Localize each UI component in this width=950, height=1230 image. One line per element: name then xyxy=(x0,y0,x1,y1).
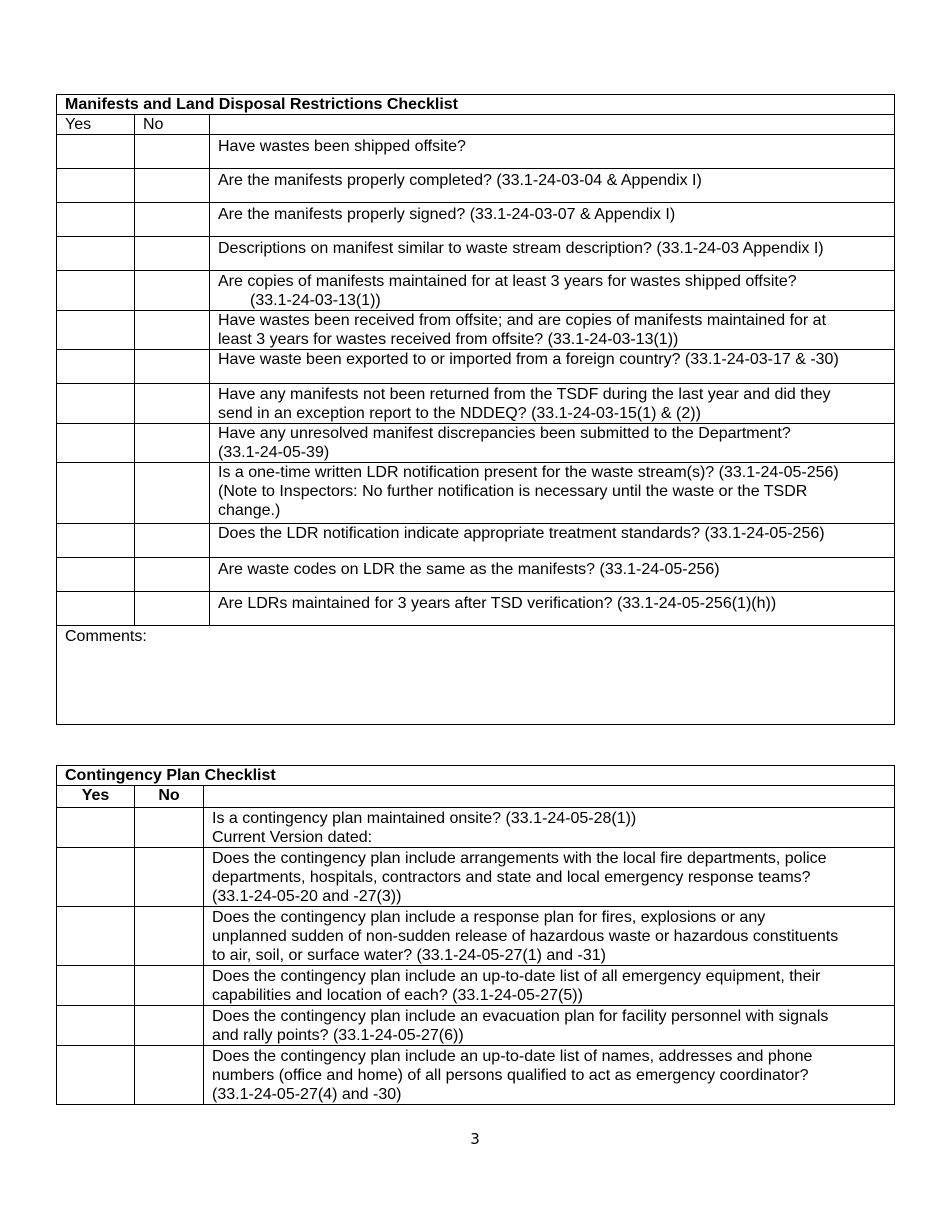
no-checkbox-cell[interactable] xyxy=(135,135,210,169)
question-text: Have wastes been shipped offsite? xyxy=(210,135,895,169)
manifests-checklist-table xyxy=(56,94,895,725)
question-text: Is a contingency plan maintained onsite? (33.1-24-05-28(1)) Current Version dated: xyxy=(204,808,895,848)
table-row xyxy=(57,1006,895,1046)
table-header-row xyxy=(57,786,895,808)
table-row xyxy=(57,907,895,966)
question-text: Have any unresolved manifest discrepancies been submitted to the Department? (33.1-24-05-39) xyxy=(210,424,895,463)
no-checkbox-cell[interactable] xyxy=(135,311,210,350)
no-checkbox-cell[interactable] xyxy=(135,463,210,524)
no-checkbox-cell[interactable] xyxy=(135,1046,204,1105)
yes-checkbox-cell[interactable] xyxy=(57,966,135,1006)
yes-checkbox-cell[interactable] xyxy=(57,808,135,848)
question-text: Does the LDR notification indicate appropriate treatment standards? (33.1-24-05-256) xyxy=(210,524,895,558)
yes-checkbox-cell[interactable] xyxy=(57,524,135,558)
yes-checkbox-cell[interactable] xyxy=(57,135,135,169)
question-text: Are LDRs maintained for 3 years after TSD verification? (33.1-24-05-256(1)(h)) xyxy=(210,592,895,626)
no-checkbox-cell[interactable] xyxy=(135,424,210,463)
comments-label: Comments: xyxy=(65,628,147,645)
question-text: Does the contingency plan include an up-to-date list of all emergency equipment, their capabilities and location of each? (33.1-24-05-27(5)) xyxy=(204,966,895,1006)
no-checkbox-cell[interactable] xyxy=(135,1006,204,1046)
table-header-row xyxy=(57,115,895,135)
yes-checkbox-cell[interactable] xyxy=(57,592,135,626)
no-checkbox-cell[interactable] xyxy=(135,203,210,237)
table-row xyxy=(57,1046,895,1105)
table-row xyxy=(57,558,895,592)
table-row xyxy=(57,169,895,203)
no-checkbox-cell[interactable] xyxy=(135,350,210,384)
question-text: Are copies of manifests maintained for at least 3 years for wastes shipped offsite? (33.1-24-03-13(1)) xyxy=(210,271,895,311)
question-text: Does the contingency plan include an up-to-date list of names, addresses and phone numbers (office and home) of all persons qualified to act as emergency coordinator? (33.1-24-05-27(4) and -30) xyxy=(204,1046,895,1105)
yes-checkbox-cell[interactable] xyxy=(57,848,135,907)
question-text: Does the contingency plan include arrangements with the local fire departments, police departments, hospitals, contractors and state and local emergency response teams? (33.1-24-05-20 and -27(3)) xyxy=(204,848,895,907)
no-checkbox-cell[interactable] xyxy=(135,808,204,848)
manifests-checklist-title: Manifests and Land Disposal Restrictions Checklist xyxy=(57,95,895,115)
table-title-row xyxy=(57,766,895,786)
table-row xyxy=(57,966,895,1006)
comments-row xyxy=(57,626,895,725)
table-row xyxy=(57,384,895,424)
no-checkbox-cell[interactable] xyxy=(135,524,210,558)
question-text: Have wastes been received from offsite; and are copies of manifests maintained for at least 3 years for wastes received from offsite? (33.1-24-03-13(1)) xyxy=(210,311,895,350)
question-text: Are the manifests properly signed? (33.1-24-03-07 & Appendix I) xyxy=(210,203,895,237)
no-checkbox-cell[interactable] xyxy=(135,271,210,311)
table-row xyxy=(57,848,895,907)
question-text: Are the manifests properly completed? (33.1-24-03-04 & Appendix I) xyxy=(210,169,895,203)
yes-column-header: Yes xyxy=(57,115,135,135)
yes-checkbox-cell[interactable] xyxy=(57,350,135,384)
no-column-header: No xyxy=(135,115,210,135)
no-checkbox-cell[interactable] xyxy=(135,558,210,592)
table-row xyxy=(57,350,895,384)
yes-checkbox-cell[interactable] xyxy=(57,311,135,350)
no-checkbox-cell[interactable] xyxy=(135,169,210,203)
yes-checkbox-cell[interactable] xyxy=(57,203,135,237)
question-column-header xyxy=(210,115,895,135)
question-text: Have waste been exported to or imported from a foreign country? (33.1-24-03-17 & -30) xyxy=(210,350,895,384)
yes-checkbox-cell[interactable] xyxy=(57,463,135,524)
yes-column-header: Yes xyxy=(57,786,135,808)
yes-checkbox-cell[interactable] xyxy=(57,384,135,424)
table-title-row xyxy=(57,95,895,115)
yes-checkbox-cell[interactable] xyxy=(57,424,135,463)
table-row xyxy=(57,271,895,311)
yes-checkbox-cell[interactable] xyxy=(57,237,135,271)
contingency-checklist-title: Contingency Plan Checklist xyxy=(57,766,895,786)
table-row xyxy=(57,203,895,237)
no-checkbox-cell[interactable] xyxy=(135,848,204,907)
question-text: Descriptions on manifest similar to waste stream description? (33.1-24-03 Appendix I) xyxy=(210,237,895,271)
yes-checkbox-cell[interactable] xyxy=(57,271,135,311)
contingency-checklist-table xyxy=(56,765,895,1105)
table-row xyxy=(57,808,895,848)
yes-checkbox-cell[interactable] xyxy=(57,169,135,203)
question-text: Have any manifests not been returned from the TSDF during the last year and did they send in an exception report to the NDDEQ? (33.1-24-03-15(1) & (2)) xyxy=(210,384,895,424)
yes-checkbox-cell[interactable] xyxy=(57,1046,135,1105)
yes-checkbox-cell[interactable] xyxy=(57,907,135,966)
page-number: 3 xyxy=(470,1130,480,1148)
table-row xyxy=(57,524,895,558)
table-row xyxy=(57,424,895,463)
no-checkbox-cell[interactable] xyxy=(135,592,210,626)
no-column-header: No xyxy=(135,786,204,808)
table-row xyxy=(57,463,895,524)
table-row xyxy=(57,311,895,350)
question-text: Is a one-time written LDR notification present for the waste stream(s)? (33.1-24-05-256) (Note to Inspectors: No further notification is necessary until the waste or the TSDR change.) xyxy=(210,463,895,524)
no-checkbox-cell[interactable] xyxy=(135,907,204,966)
no-checkbox-cell[interactable] xyxy=(135,966,204,1006)
yes-checkbox-cell[interactable] xyxy=(57,558,135,592)
table-row xyxy=(57,237,895,271)
no-checkbox-cell[interactable] xyxy=(135,237,210,271)
comments-field[interactable] xyxy=(57,626,895,725)
question-text: Does the contingency plan include a response plan for fires, explosions or any unplanned sudden of non-sudden release of hazardous waste or hazardous constituents to air, soil, or surface water? (33.1-24-05-27(1) and -31) xyxy=(204,907,895,966)
no-checkbox-cell[interactable] xyxy=(135,384,210,424)
table-row xyxy=(57,592,895,626)
question-text: Does the contingency plan include an evacuation plan for facility personnel with signals and rally points? (33.1-24-05-27(6)) xyxy=(204,1006,895,1046)
yes-checkbox-cell[interactable] xyxy=(57,1006,135,1046)
question-text: Are waste codes on LDR the same as the manifests? (33.1-24-05-256) xyxy=(210,558,895,592)
question-column-header xyxy=(204,786,895,808)
table-row xyxy=(57,135,895,169)
